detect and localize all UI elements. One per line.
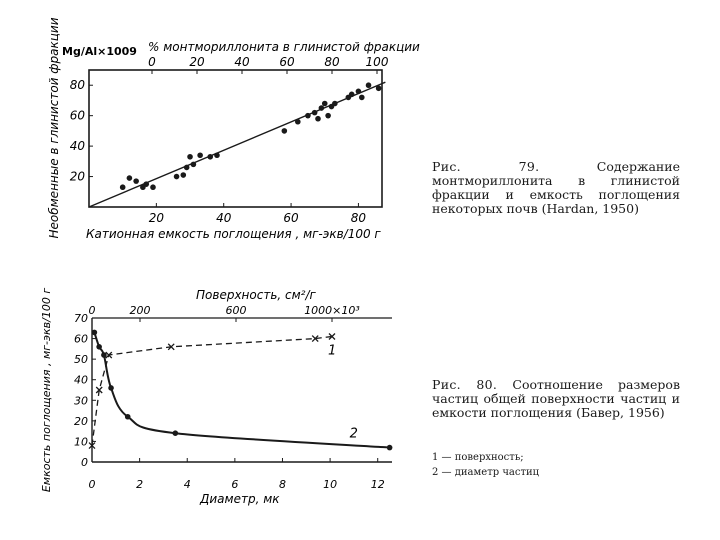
- fig80-left-axis-label: Емкость поглощения , мг-экв/100 г: [40, 287, 53, 493]
- fig80-bottom-tick-label: 10: [323, 478, 338, 491]
- fig80-series-2-marker: [96, 344, 102, 350]
- fig79-left-tick-label: 60: [69, 108, 85, 123]
- fig79-data-point: [150, 184, 156, 190]
- fig79-data-point: [359, 95, 365, 101]
- fig79-plot-frame: [89, 70, 382, 207]
- fig80-bottom-tick-label: 4: [183, 478, 191, 491]
- fig80-left-tick-label: 0: [81, 456, 88, 469]
- fig80-top-tick-label: 1000×10³: [304, 304, 360, 317]
- fig79-left-tick-label: 40: [69, 139, 85, 154]
- fig79-data-point: [207, 154, 213, 160]
- fig79-data-point: [376, 85, 382, 91]
- fig79-data-point: [191, 162, 197, 168]
- fig79-bottom-axis-label: Катионная емкость поглощения , мг-экв/100 г: [86, 227, 381, 241]
- fig80-top-tick-label: 600: [225, 304, 247, 317]
- fig79-data-point: [312, 110, 318, 116]
- fig79-data-point: [325, 113, 331, 119]
- fig79-data-point: [184, 165, 190, 171]
- fig79-left-axis-unit: Mg/Al×1009: [62, 45, 137, 58]
- fig80-left-tick-label: 10: [74, 435, 88, 449]
- fig79-top-tick-label: 0: [148, 55, 156, 69]
- fig80-bottom-tick-label: 0: [88, 478, 96, 491]
- fig79-data-point: [143, 181, 149, 187]
- fig79-data-point: [282, 128, 288, 134]
- fig80-series-2-marker: [92, 330, 98, 336]
- fig79-data-point: [356, 89, 362, 95]
- fig79-left-tick-label: 20: [69, 169, 85, 184]
- fig80-bottom-tick-label: 8: [278, 478, 286, 491]
- fig79-left-axis-label: Необменные в глинистой фракции: [47, 17, 61, 239]
- fig79-data-point: [214, 152, 220, 158]
- fig79-data-point: [349, 92, 355, 98]
- figure-80-caption: [432, 378, 680, 420]
- fig80-left-tick-label: 40: [74, 373, 88, 387]
- fig80-left-tick-label: 50: [74, 353, 88, 367]
- figure-79-caption-head: Рис. 79.: [432, 159, 540, 174]
- fig80-series-2-marker: [101, 352, 107, 358]
- fig79-data-point: [120, 184, 126, 190]
- fig79-top-tick-label: 100: [365, 55, 389, 69]
- fig79-top-tick-label: 80: [324, 55, 340, 69]
- figure-79-caption-text: Содержание монтмориллонита в глинистой фракции и емкость поглощения некоторых почв (Hardan, 1950): [432, 159, 680, 216]
- fig79-top-tick-label: 20: [189, 55, 205, 69]
- fig80-bottom-tick-label: 6: [231, 478, 239, 491]
- fig79-data-point: [366, 82, 372, 88]
- fig79-data-point: [322, 101, 328, 107]
- fig79-data-point: [133, 178, 139, 184]
- fig80-series-1-line: [92, 337, 332, 446]
- fig80-left-tick-label: 30: [74, 394, 88, 408]
- fig80-bottom-tick-label: 2: [136, 478, 144, 491]
- fig79-data-point: [197, 152, 203, 158]
- fig79-left-tick-label: 80: [69, 78, 85, 93]
- fig80-bottom-axis-label: Диаметр, мк: [200, 492, 280, 506]
- fig79-data-point: [295, 119, 301, 125]
- fig80-top-tick-label: 200: [129, 304, 151, 317]
- fig80-series-2-marker: [108, 385, 114, 391]
- fig80-series-1-label: 1: [328, 343, 337, 359]
- fig80-top-axis-label: Поверхность, см²/г: [196, 288, 316, 302]
- fig80-bottom-tick-label: 12: [370, 478, 385, 491]
- fig80-left-tick-label: 70: [74, 312, 88, 325]
- figure-79-caption: [432, 160, 680, 216]
- fig79-bottom-tick-label: 80: [350, 211, 367, 225]
- figure-80-caption-text: Соотношение размеров частиц общей поверхности частиц и емкости поглощения (Бавер, 1956): [432, 377, 680, 420]
- legend-item-surface: 1 — поверхность;: [432, 452, 524, 463]
- fig80-series-2-marker: [173, 430, 179, 436]
- fig79-data-point: [305, 113, 311, 119]
- fig80-series-2-line: [94, 332, 389, 447]
- fig80-left-tick-label: 20: [74, 414, 88, 428]
- figure-80-legend: [432, 450, 672, 480]
- fig79-top-tick-label: 40: [234, 55, 250, 69]
- fig79-data-point: [127, 175, 133, 181]
- fig79-bottom-tick-label: 40: [216, 211, 232, 225]
- fig79-top-axis-label: % монтмориллонита в глинистой фракции: [148, 40, 420, 54]
- fig79-data-point: [174, 174, 180, 180]
- fig80-top-tick-label: 0: [88, 304, 96, 317]
- fig79-bottom-tick-label: 20: [148, 211, 164, 225]
- fig79-data-point: [319, 105, 325, 111]
- fig80-left-tick-label: 60: [74, 332, 88, 346]
- fig79-bottom-tick-label: 60: [283, 211, 299, 225]
- fig79-trend-line: [89, 82, 385, 207]
- fig80-series-2-marker: [387, 445, 393, 451]
- legend-item-diameter: 2 — диаметр частиц: [432, 467, 540, 478]
- figure-80-caption-head: Рис. 80.: [432, 377, 498, 392]
- fig79-data-point: [315, 116, 321, 122]
- fig80-series-2-marker: [125, 414, 131, 420]
- fig80-series-2-label: 2: [349, 426, 358, 442]
- fig79-top-tick-label: 60: [279, 55, 295, 69]
- fig79-data-point: [180, 172, 186, 178]
- fig79-data-point: [187, 154, 193, 160]
- fig79-data-point: [332, 101, 338, 107]
